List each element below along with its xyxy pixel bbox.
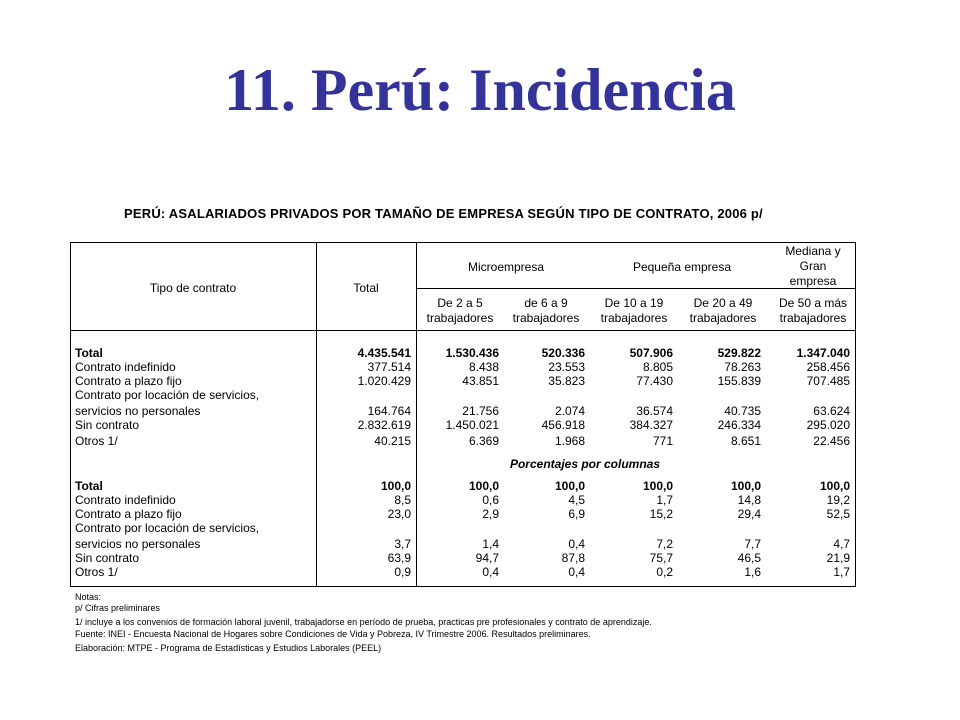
abs-row-value: 8.651	[730, 434, 761, 448]
pct-row-value: 100,0	[468, 479, 499, 493]
pct-row-value: 29,4	[737, 507, 761, 521]
header-total: Total	[353, 281, 379, 295]
abs-row-value: 21.756	[462, 404, 499, 418]
slide-title: 11. Perú: Incidencia	[224, 57, 736, 123]
pct-row-value: 0,4	[568, 565, 585, 579]
pct-row-value: 14,8	[737, 493, 761, 507]
table-title: PERÚ: ASALARIADOS PRIVADOS POR TAMAÑO DE EMPRESA SEGÚN TIPO DE CONTRATO, 2006 p/	[124, 206, 763, 221]
note-elaboration: Elaboración: MTPE - Programa de Estadísticas y Estudios Laborales (PEEL)	[75, 643, 382, 653]
abs-row-value: 295.020	[806, 418, 850, 432]
pct-row-value: 100,0	[554, 479, 585, 493]
pct-row-value: 7,2	[656, 537, 673, 551]
pct-row-label: Contrato a plazo fijo	[75, 507, 182, 521]
abs-row-value: 377.514	[367, 360, 411, 374]
abs-row-value: 40.735	[724, 404, 761, 418]
header-mediana-line-3: empresa	[789, 274, 837, 288]
pct-row-value: 21,9	[826, 551, 850, 565]
header-mediana-gran-empresa	[770, 244, 856, 288]
pct-row-value: 7,7	[744, 537, 761, 551]
pct-row-value: 0,9	[394, 565, 411, 579]
pct-row-value: 100,0	[380, 479, 411, 493]
abs-row-value: 1.530.436	[445, 346, 499, 360]
abs-row-label: servicios no personales	[75, 404, 201, 418]
header-sub-line-1: De 10 a 19	[604, 296, 664, 310]
abs-row-value: 507.906	[629, 346, 673, 360]
abs-row-value: 8.805	[642, 360, 673, 374]
header-sub-20a49	[680, 296, 766, 326]
pct-row-label: Contrato indefinido	[75, 493, 176, 507]
abs-row-value: 2.074	[554, 404, 585, 418]
abs-row-value: 1.020.429	[357, 374, 411, 388]
header-sub-line-2: trabajadores	[779, 311, 847, 325]
abs-row-value: 22.456	[813, 434, 850, 448]
header-sub-line-1: de 6 a 9	[524, 296, 568, 310]
pct-row-value: 4,7	[833, 537, 850, 551]
pct-row-value: 94,7	[475, 551, 499, 565]
pct-row-value: 0,2	[656, 565, 673, 579]
abs-row-value: 529.822	[717, 346, 761, 360]
abs-row-label: Otros 1/	[75, 434, 118, 448]
pct-row-value: 87,8	[561, 551, 585, 565]
header-sub-line-1: De 20 a 49	[693, 296, 753, 310]
header-sub-6a9	[504, 296, 588, 326]
abs-row-value: 707.485	[806, 374, 850, 388]
pct-row-value: 0,4	[482, 565, 499, 579]
pct-row-label: Otros 1/	[75, 565, 118, 579]
abs-row-value: 43.851	[462, 374, 499, 388]
abs-row-value: 1.450.021	[445, 418, 499, 432]
pct-row-value: 8,5	[394, 493, 411, 507]
note-source: Fuente: INEI - Encuesta Nacional de Hogares sobre Condiciones de Vida y Pobreza, IV Trimestre 2006. Resultados preliminares.	[75, 629, 591, 639]
header-divider-bottom	[70, 330, 856, 331]
abs-row-label: Total	[75, 346, 103, 360]
pct-row-value: 1,6	[744, 565, 761, 579]
pct-row-value: 1,4	[482, 537, 499, 551]
pct-row-value: 100,0	[730, 479, 761, 493]
header-tipo-de-contrato: Tipo de contrato	[149, 281, 237, 295]
pct-row-value: 75,7	[649, 551, 673, 565]
abs-row-value: 4.435.541	[357, 346, 411, 360]
abs-row-value: 6.369	[468, 434, 499, 448]
abs-row-value: 258.456	[806, 360, 850, 374]
header-sub-line-1: De 2 a 5	[437, 296, 483, 310]
abs-row-value: 1.968	[554, 434, 585, 448]
abs-row-value: 520.336	[541, 346, 585, 360]
pct-row-value: 0,6	[482, 493, 499, 507]
abs-row-value: 155.839	[717, 374, 761, 388]
pct-row-value: 3,7	[394, 537, 411, 551]
abs-row-value: 78.263	[724, 360, 761, 374]
pct-row-value: 23,0	[387, 507, 411, 521]
pct-row-value: 63,9	[387, 551, 411, 565]
abs-row-label: Sin contrato	[75, 418, 140, 432]
header-divider-groups	[416, 288, 856, 289]
header-sub-line-2: trabajadores	[600, 311, 668, 325]
abs-row-label: Contrato indefinido	[75, 360, 176, 374]
header-microempresa: Microempresa	[467, 260, 545, 274]
abs-row-value: 8.438	[468, 360, 499, 374]
abs-row-value: 40.215	[374, 434, 411, 448]
pct-row-value: 6,9	[568, 507, 585, 521]
header-sub-line-2: trabajadores	[426, 311, 494, 325]
pct-row-value: 1,7	[833, 565, 850, 579]
pct-subheader: Porcentajes por columnas	[509, 457, 661, 471]
abs-row-value: 23.553	[548, 360, 585, 374]
pct-row-value: 46,5	[737, 551, 761, 565]
pct-row-value: 2,9	[482, 507, 499, 521]
abs-row-value: 456.918	[541, 418, 585, 432]
abs-row-value: 1.347.040	[796, 346, 850, 360]
abs-row-value: 63.624	[813, 404, 850, 418]
abs-row-value: 77.430	[636, 374, 673, 388]
note-footnote-1: 1/ incluye a los convenios de formación laboral juvenil, trabajadorse en período de prueba, practicas pre profesionales y contrato de aprendizaje.	[75, 617, 652, 627]
pct-row-value: 1,7	[656, 493, 673, 507]
header-sub-line-1: De 50 a más	[778, 296, 848, 310]
note-preliminary: p/ Cifras preliminares	[75, 603, 161, 613]
pct-row-label: Sin contrato	[75, 551, 140, 565]
pct-row-value: 15,2	[649, 507, 673, 521]
abs-row-label: Contrato por locación de servicios,	[75, 388, 260, 402]
header-sub-10a19	[592, 296, 676, 326]
header-sub-line-2: trabajadores	[689, 311, 757, 325]
header-sub-line-2: trabajadores	[512, 311, 580, 325]
col-divider-tipo	[316, 242, 317, 587]
pct-row-value: 19,2	[826, 493, 850, 507]
header-sub-50amas	[770, 296, 856, 326]
abs-row-value: 246.334	[717, 418, 761, 432]
abs-row-value: 164.764	[367, 404, 411, 418]
header-mediana-line-2: Gran	[799, 259, 827, 273]
pct-row-value: 4,5	[568, 493, 585, 507]
pct-row-value: 0,4	[568, 537, 585, 551]
abs-row-label: Contrato a plazo fijo	[75, 374, 182, 388]
pct-row-label: Total	[75, 479, 103, 493]
abs-row-value: 36.574	[636, 404, 673, 418]
abs-row-value: 771	[652, 434, 673, 448]
note-header: Notas:	[75, 592, 102, 602]
abs-row-value: 35.823	[548, 374, 585, 388]
pct-row-label: Contrato por locación de servicios,	[75, 521, 260, 535]
abs-row-value: 384.327	[629, 418, 673, 432]
pct-row-label: servicios no personales	[75, 537, 201, 551]
abs-row-value: 2.832.619	[357, 418, 411, 432]
pct-row-value: 100,0	[819, 479, 850, 493]
header-sub-2a5	[418, 296, 502, 326]
pct-row-value: 52,5	[826, 507, 850, 521]
pct-row-value: 100,0	[642, 479, 673, 493]
header-pequena-empresa: Pequeña empresa	[632, 260, 732, 274]
header-mediana-line-1: Mediana y	[785, 244, 841, 258]
